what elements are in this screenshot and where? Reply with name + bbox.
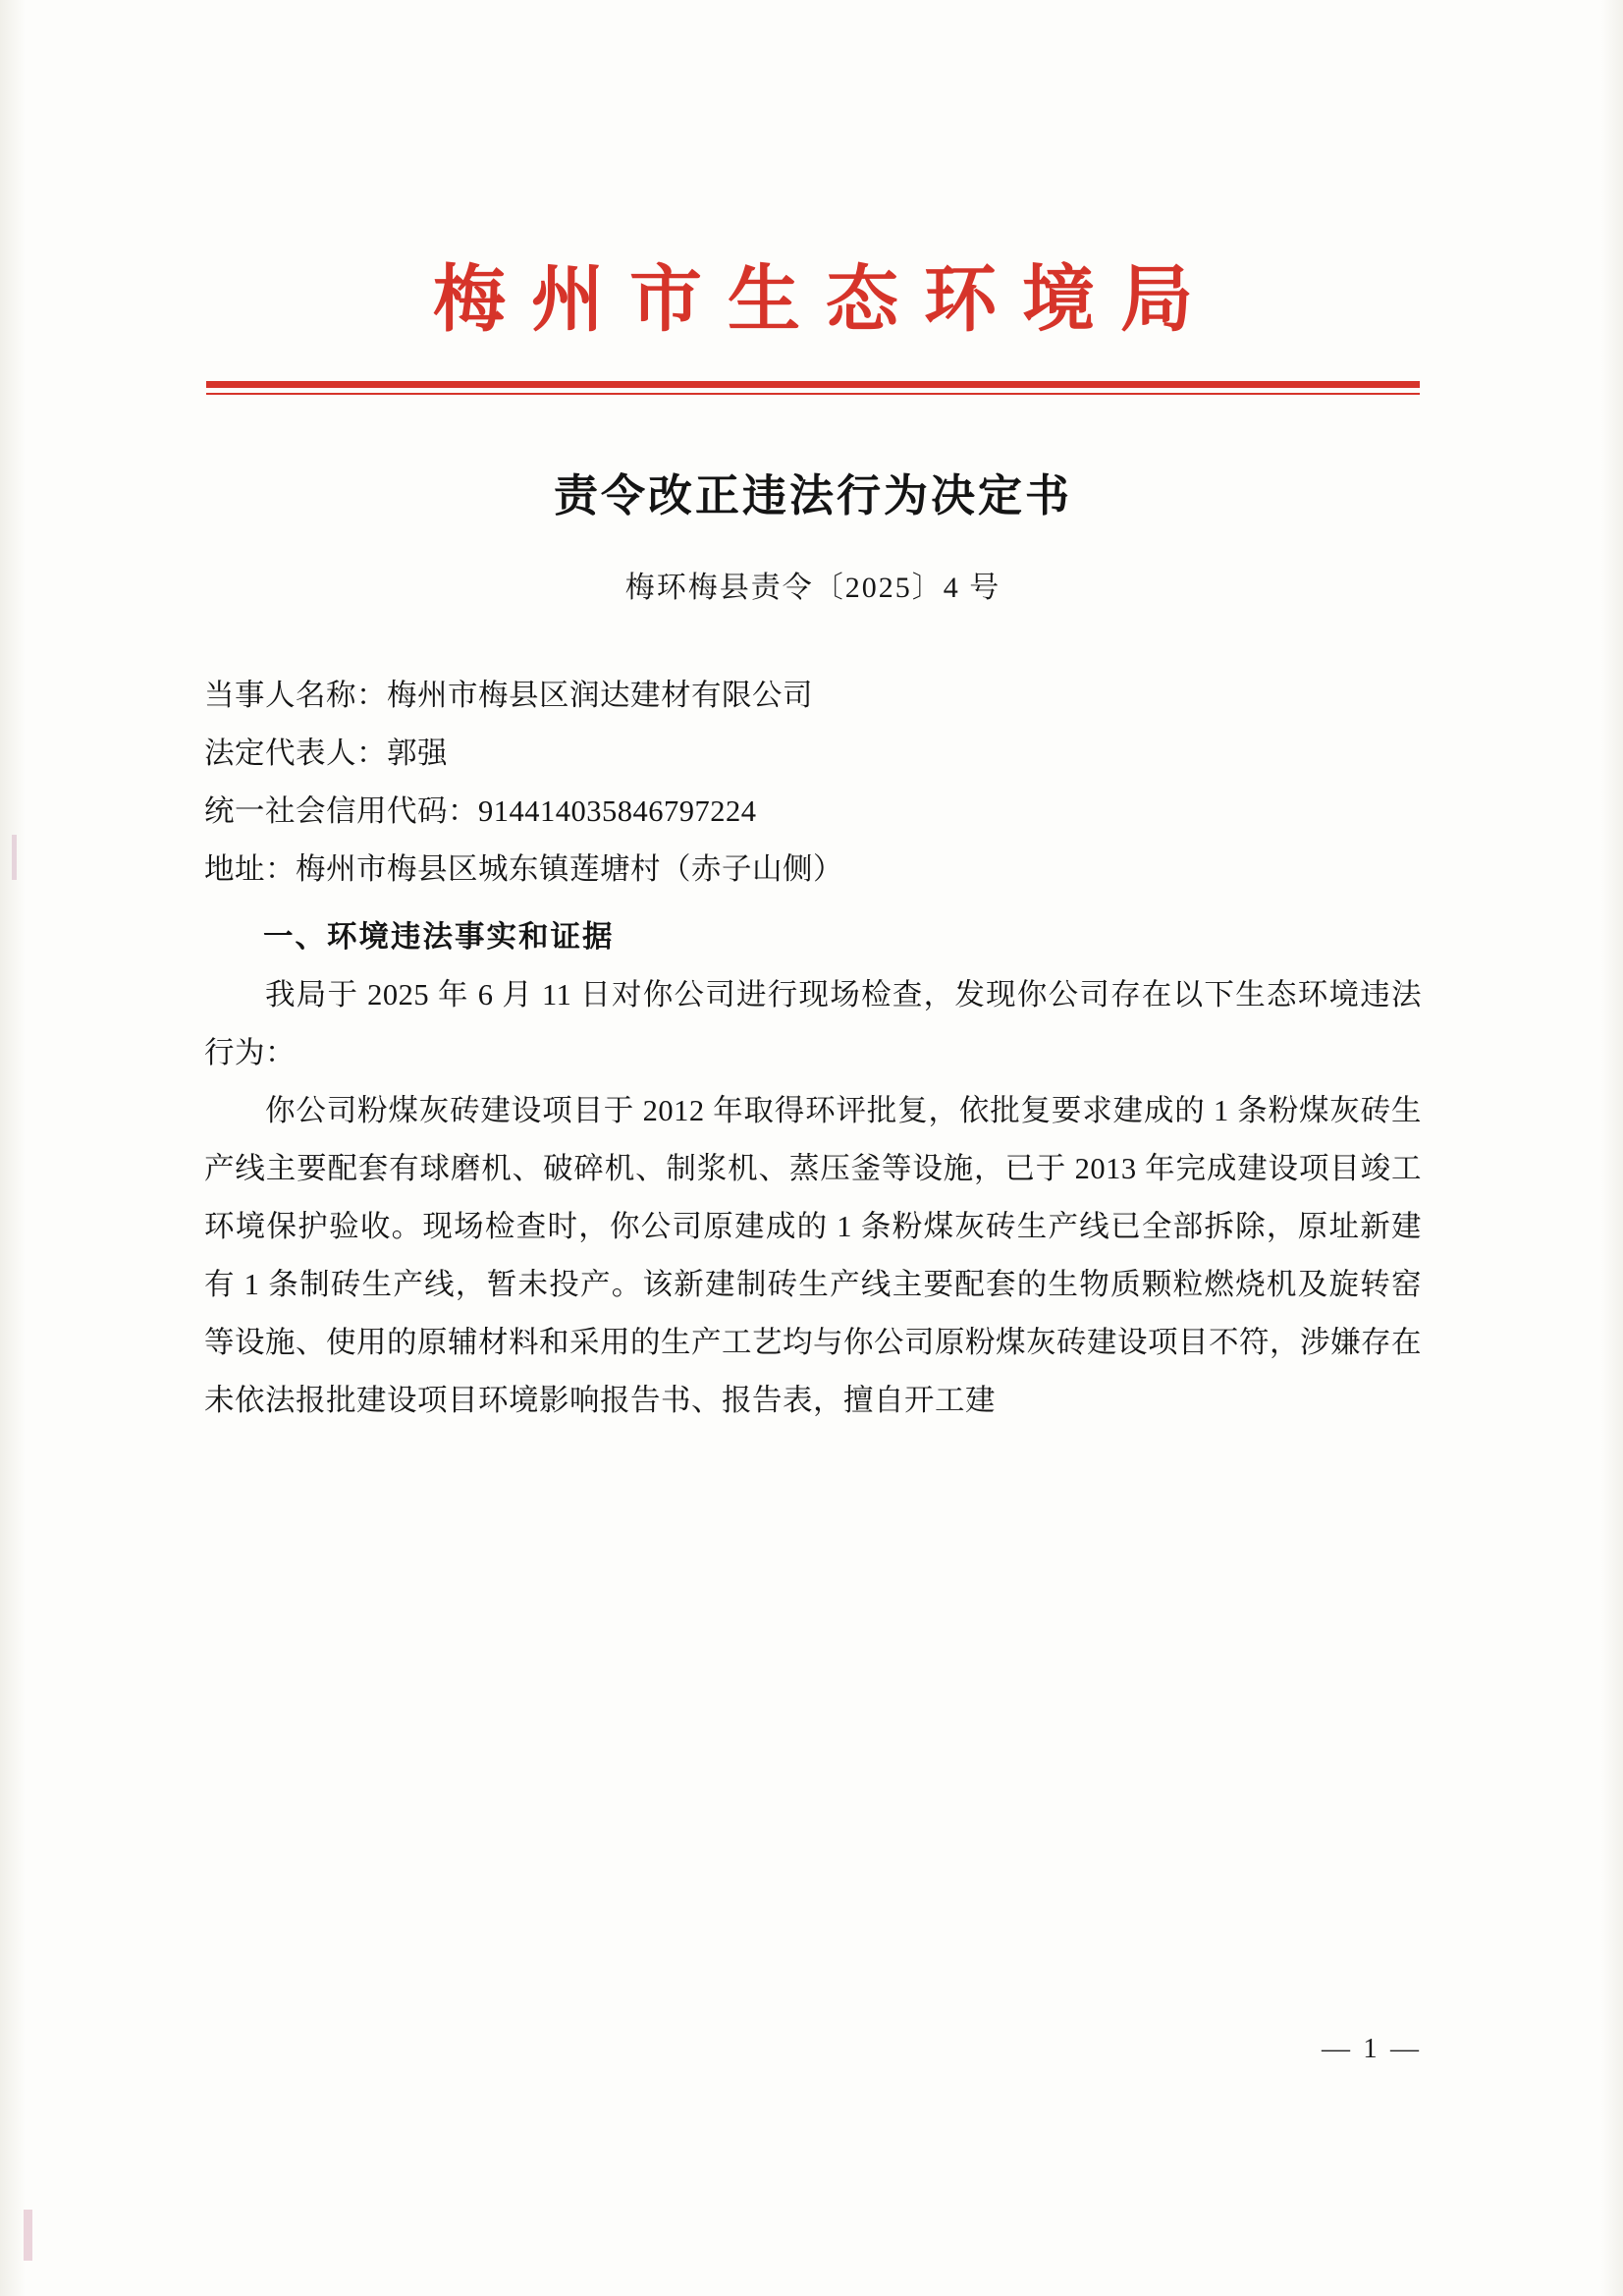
document-body (204, 667, 1422, 1430)
document-content (204, 0, 1422, 1430)
party-name-line: 当事人名称：梅州市梅县区润达建材有限公司 (204, 679, 813, 712)
masthead (204, 257, 1422, 395)
issuing-authority-title: 梅州市生态环境局 (433, 257, 1218, 342)
scan-artifact-mark (24, 2210, 32, 2261)
paper-edge-left (0, 0, 26, 2296)
paragraph-violation-detail: 你公司粉煤灰砖建设项目于 2012 年取得环评批复，依批复要求建成的 1 条粉煤灰砖生产线主要配套有球磨机、破碎机、制浆机、蒸压釜等设施，已于 2013 年完成建设项目竣工环境保护验收。现场检查时，你公司原建成的 1 条粉煤灰砖生产线已全部拆除，原址新建有 1 条制砖生产线，暂未投产。该新建制砖生产线主要配套的生物质颗粒燃烧机及旋转窑等设施、使用的原辅材料和采用的生产工艺均与你公司原粉煤灰砖建设项目不符，涉嫌存在未依法报批建设项目环境影响报告书、报告表，擅自开工建 (204, 1094, 1422, 1417)
document-title: 责令改正违法行为决定书 (553, 469, 1072, 521)
paragraph-inspection: 我局于 2025 年 6 月 11 日对你公司进行现场检查，发现你公司存在以下生态环境违法行为： (204, 978, 1422, 1069)
divider-thin-line (206, 393, 1420, 395)
section-heading-violation-facts: 一、环境违法事实和证据 (263, 919, 615, 955)
address-line: 地址：梅州市梅县区城东镇莲塘村（赤子山侧） (204, 852, 843, 886)
document-number: 梅环梅县责令〔2025〕4 号 (624, 572, 1001, 604)
legal-representative-line: 法定代表人：郭强 (204, 737, 448, 770)
paper-edge-right (1601, 0, 1623, 2296)
scan-artifact-mark (12, 835, 17, 880)
masthead-divider (204, 381, 1422, 395)
divider-thick-line (206, 381, 1420, 388)
credit-code-line: 统一社会信用代码：914414035846797224 (204, 794, 757, 828)
page-number: — 1 — (1322, 2033, 1422, 2064)
